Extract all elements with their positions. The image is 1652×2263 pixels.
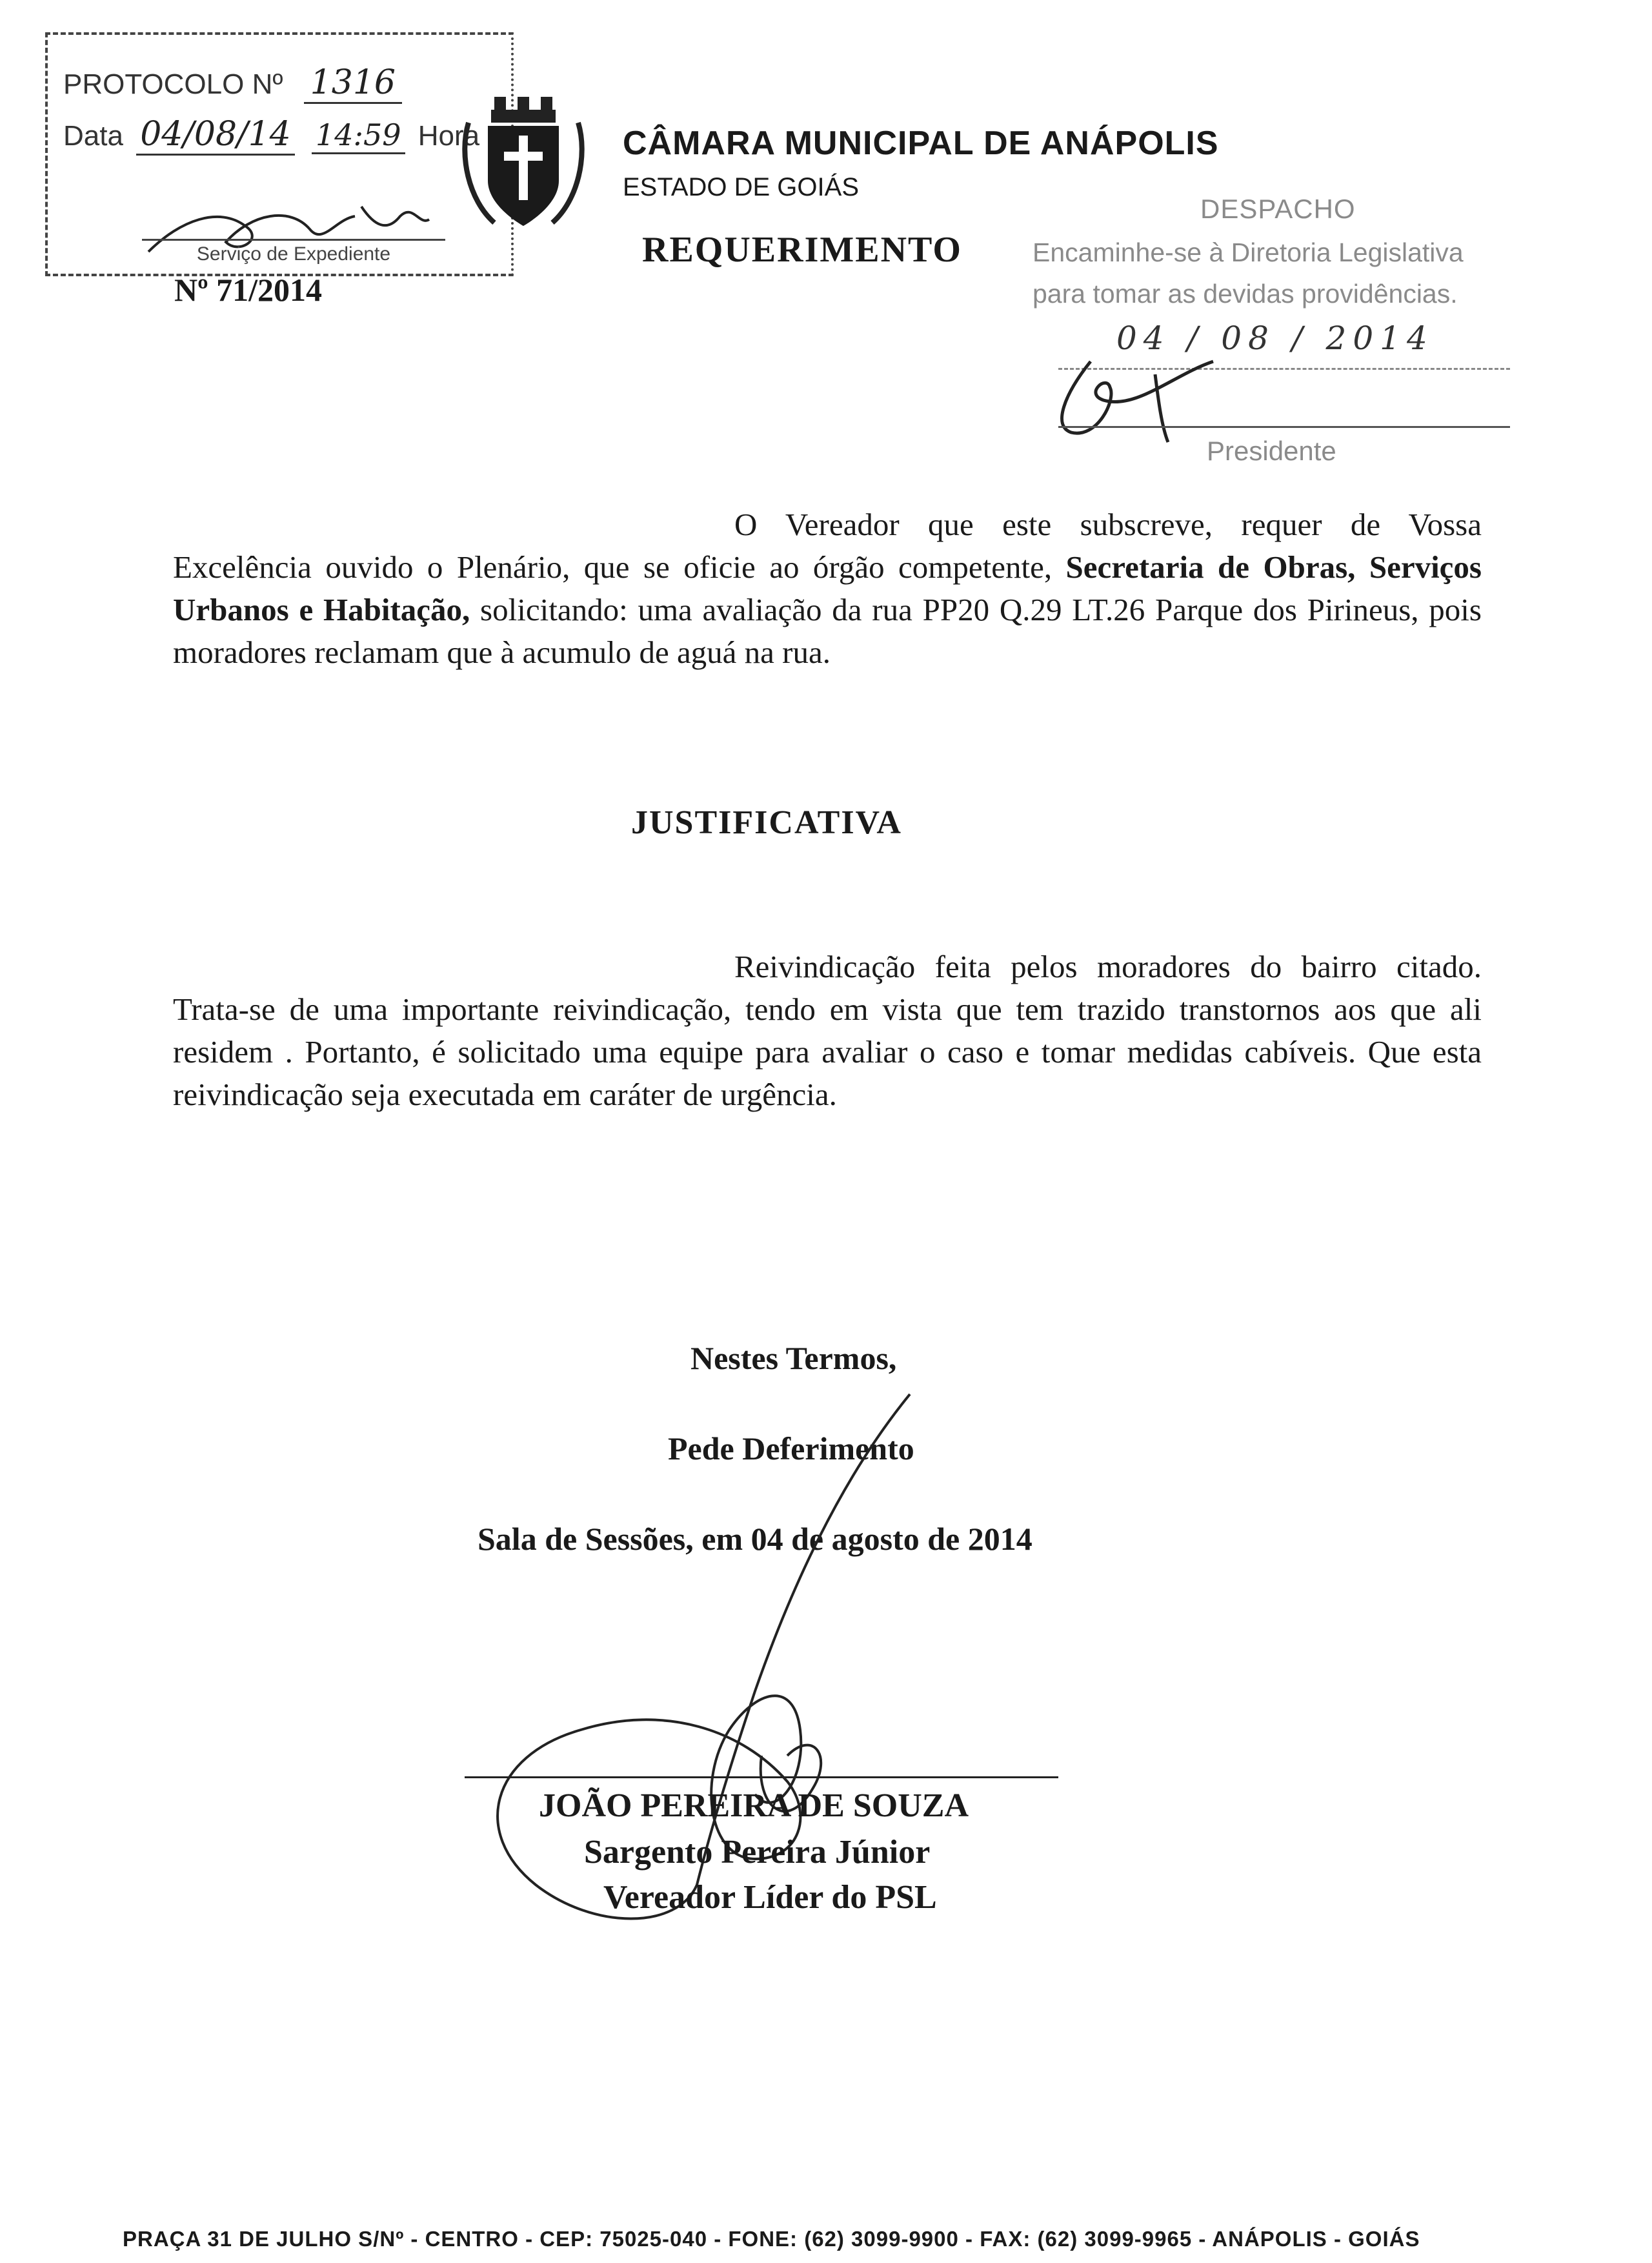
stamp-date: 04/08/14 (136, 115, 295, 156)
request-text-lead: O Vereador que este subscreve, requer de Vossa Excelência ouvido o Plenário, que se oficie ao órgão competente, (173, 507, 1482, 585)
municipal-crest (456, 97, 591, 232)
institution-name: CÂMARA MUNICIPAL DE ANÁPOLIS (623, 125, 1219, 162)
footer-address: PRAÇA 31 DE JULHO S/Nº - CENTRO - CEP: 75025-040 - FONE: (62) 3099-9900 - FAX: (62) 3099-9965 - ANÁPOLIS - GOIÁS (123, 2227, 1420, 2251)
document-number: Nº 71/2014 (174, 272, 323, 308)
signer-nickname: Sargento Pereira Júnior (584, 1834, 931, 1871)
despacho-title: DESPACHO (1200, 194, 1356, 224)
hour-label: Hora (418, 120, 480, 152)
president-sign-line (1058, 426, 1510, 428)
request-text-bold: Secretaria de Obras, Serviços Urbanos e Habitação, (173, 549, 1482, 627)
despacho-line-1: Encaminhe-se à Diretoria Legislativa (1032, 238, 1464, 267)
protocol-stamp (45, 32, 513, 271)
signer-role: Vereador Líder do PSL (603, 1879, 937, 1916)
justification-paragraph: Reivindicação feita pelos moradores do bairro citado. Trata-se de uma importante reivindicação, tendo em vista que tem trazido transtornos aos que ali residem . Portanto, é solicitado uma equipe para avaliar o caso e tomar medidas cabíveis. Que esta reivindicação seja executada em caráter de urgência. (173, 949, 1482, 1112)
protocol-number: 1316 (304, 63, 402, 104)
request-text-tail: solicitando: uma avaliação da rua PP20 Q.29 LT.26 Parque dos Pirineus, pois moradores reclamam que à acumulo de aguá na rua. (173, 592, 1482, 670)
date-label: Data (63, 120, 123, 152)
president-label: Presidente (1207, 436, 1336, 466)
closing-line-2: Pede Deferimento (668, 1430, 914, 1466)
stamp-time: 14:59 (312, 117, 405, 154)
despacho-line-2: para tomar as devidas providências. (1032, 279, 1458, 309)
despacho-date: 04 / 08 / 2014 (1116, 320, 1434, 357)
closing-date-line: Sala de Sessões, em 04 de agosto de 2014 (478, 1521, 1032, 1557)
justificativa-title: JUSTIFICATIVA (631, 804, 902, 841)
stamp-department: Serviço de Expediente (142, 239, 445, 265)
signature-line (465, 1776, 1058, 1778)
signer-name: JOÃO PEREIRA DE SOUZA (539, 1787, 969, 1824)
request-paragraph (173, 503, 1482, 674)
protocol-label: PROTOCOLO Nº (63, 68, 283, 100)
closing-line-1: Nestes Termos, (690, 1340, 897, 1376)
document-type: REQUERIMENTO (642, 230, 962, 270)
president-signature (1045, 336, 1252, 445)
state-name: ESTADO DE GOIÁS (623, 173, 859, 201)
